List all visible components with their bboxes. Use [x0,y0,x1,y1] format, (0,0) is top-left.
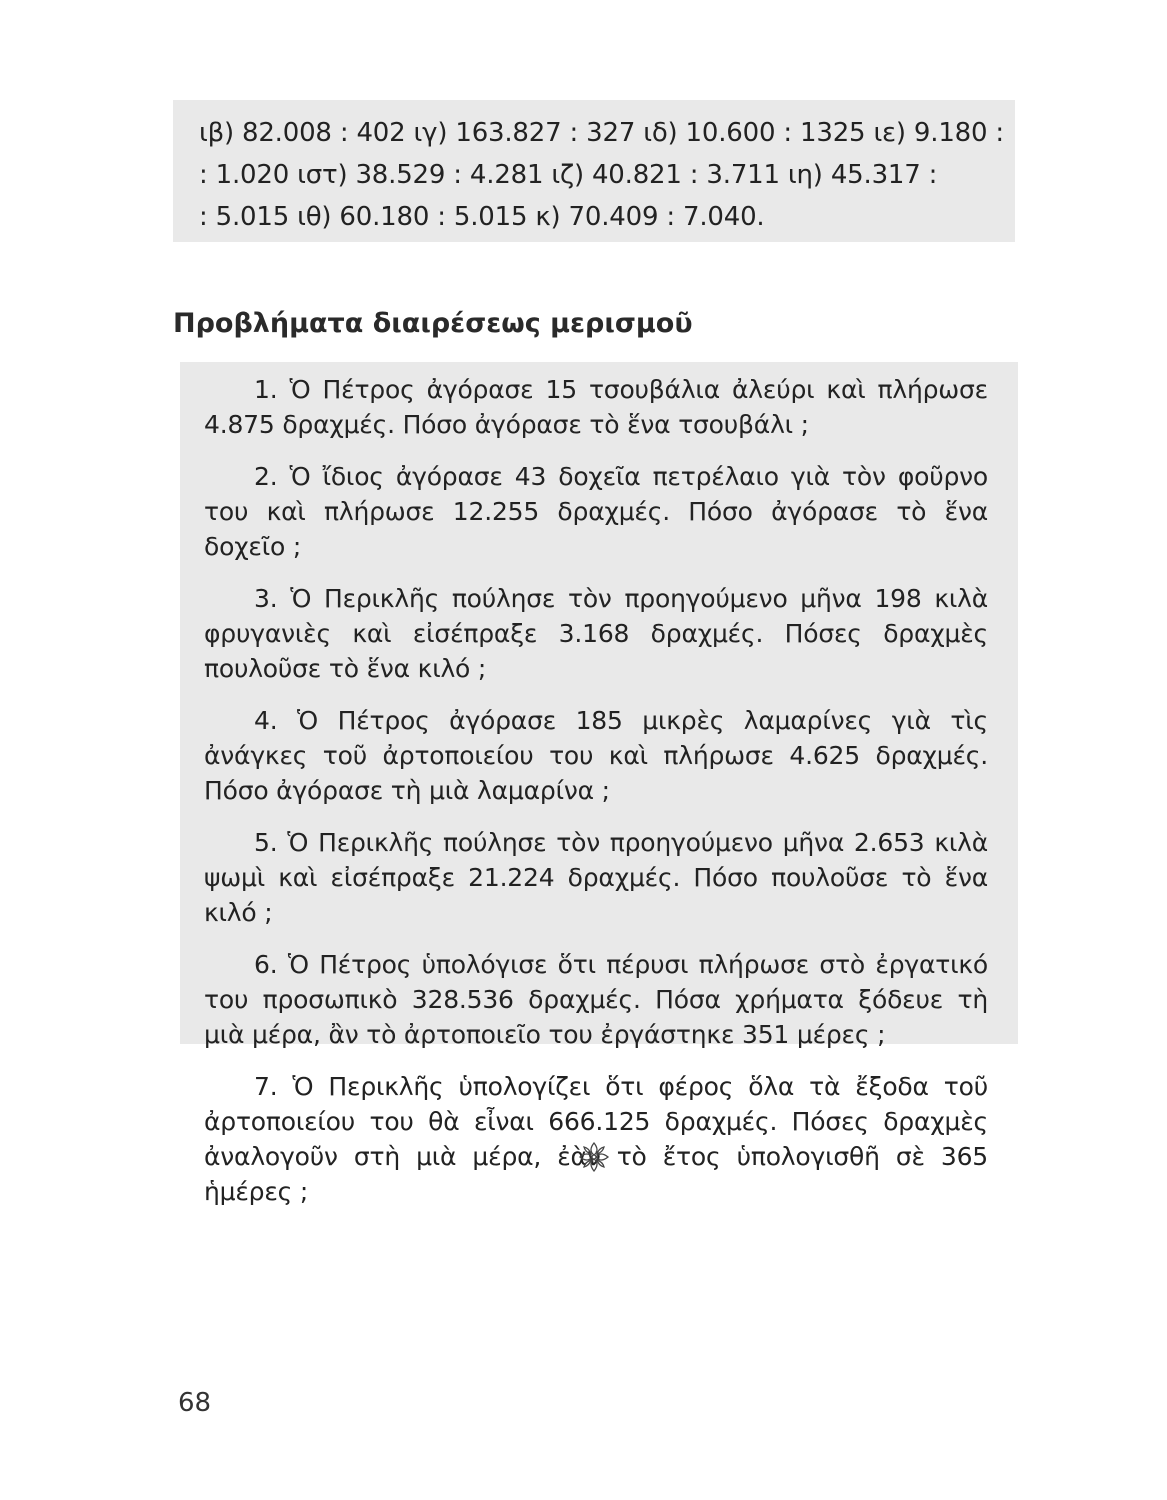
problem-1: 1. Ὁ Πέτρος ἀγόρασε 15 τσουβάλια ἀλεύρι καὶ πλήρωσε 4.875 δραχμές. Πόσο ἀγόρασε τὸ ἕνα τσουβάλι ; [204,375,988,439]
exercise-line: ιβ) 82.008 : 402 ιγ) 163.827 : 327 ιδ) 10.600 : 1325 ιε) 9.180 : [199,118,1004,148]
problem-6: 6. Ὁ Πέτρος ὑπολόγισε ὅτι πέρυσι πλήρωσε στὸ ἐργατικό του προσωπικὸ 328.536 δραχμές. Πόσα χρήματα ξόδευε τὴ μιὰ μέρα, ἂν τὸ ἀρτοποιεῖο του ἐργάστηκε 351 μέρες ; [204,950,988,1049]
floral-ornament-icon [577,1140,611,1174]
problems-box [180,362,1018,1206]
problem-2: 2. Ὁ ἴδιος ἀγόρασε 43 δοχεῖα πετρέλαιο γιὰ τὸν φοῦρνο του καὶ πλήρωσε 12.255 δραχμές. Πόσο ἀγόρασε τὸ ἕνα δοχεῖο ; [204,462,988,561]
section-title: Προβλήματα διαιρέσεως μερισμοῦ [173,308,693,339]
exercise-line: : 1.020 ιστ) 38.529 : 4.281 ιζ) 40.821 : 3.711 ιη) 45.317 : [199,160,938,190]
problem-3: 3. Ὁ Περικλῆς πούλησε τὸν προηγούμενο μῆνα 198 κιλὰ φρυγανιὲς καὶ εἰσέπραξε 3.168 δραχμές. Πόσες δραχμὲς πουλοῦσε τὸ ἕνα κιλό ; [204,584,988,683]
page-number: 68 [178,1388,212,1418]
exercise-line: : 5.015 ιθ) 60.180 : 5.015 κ) 70.409 : 7.040. [199,202,765,232]
exercise-box [173,100,1015,242]
problem-5: 5. Ὁ Περικλῆς πούλησε τὸν προηγούμενο μῆνα 2.653 κιλὰ ψωμὶ καὶ εἰσέπραξε 21.224 δραχμές. Πόσο πουλοῦσε τὸ ἕνα κιλό ; [204,828,988,927]
problem-7: 7. Ὁ Περικλῆς ὑπολογίζει ὅτι φέρος ὅλα τὰ ἔξοδα τοῦ ἀρτοποιείου του θὰ εἶναι 666.125 δραχμές. Πόσες δραχμὲς ἀναλογοῦν στὴ μιὰ μέρα, ἐὰν τὸ ἔτος ὑπολογισθῆ σὲ 365 ἡμέρες ; [204,1072,988,1206]
problem-4: 4. Ὁ Πέτρος ἀγόρασε 185 μικρὲς λαμαρίνες γιὰ τὶς ἀνάγκες τοῦ ἀρτοποιείου του καὶ πλήρωσε 4.625 δραχμές. Πόσο ἀγόρασε τὴ μιὰ λαμαρίνα ; [204,706,988,805]
